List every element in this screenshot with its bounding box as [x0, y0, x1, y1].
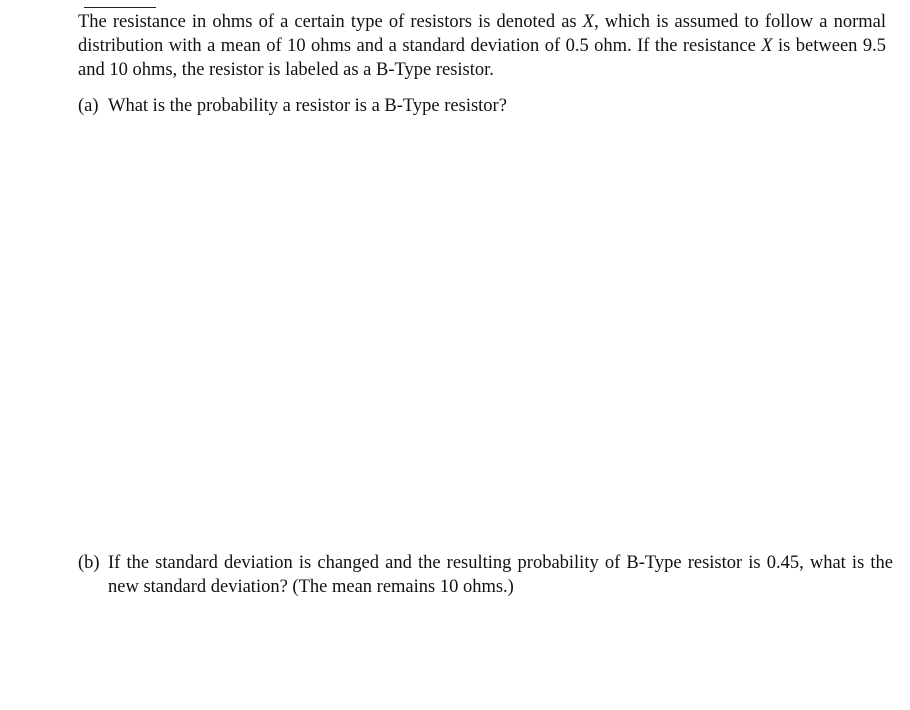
problem-statement: [78, 10, 886, 82]
statement-text-2: , which is assumed to follow a normal distribution with a mean of 10 ohms and a standard deviation of 0.5 ohm. If the resistance: [78, 12, 886, 56]
question-a-marker: (a): [78, 96, 99, 116]
question-a-text: What is the probability a resistor is a B-Type resistor?: [108, 96, 507, 116]
variable-x: X: [761, 36, 773, 56]
question-b-marker: (b): [78, 553, 100, 573]
variable-x: X: [582, 12, 595, 32]
answer-space-a: [78, 124, 886, 544]
answer-space-b: [78, 604, 886, 704]
question-b-text: If the standard deviation is changed and the resulting probability of B-Type resistor is 0.45, what is the new standard deviation? (The mean remains 10 ohms.): [108, 553, 893, 597]
statement-text-3: is between 9.5 and 10 ohms, the resistor is labeled as a B-Type resistor.: [78, 36, 886, 80]
question-a: [78, 94, 893, 118]
statement-text-1: The resistance in ohms of a certain type of resistors is denoted as: [78, 12, 583, 32]
top-rule-line: [84, 7, 156, 8]
question-b: [78, 551, 893, 599]
